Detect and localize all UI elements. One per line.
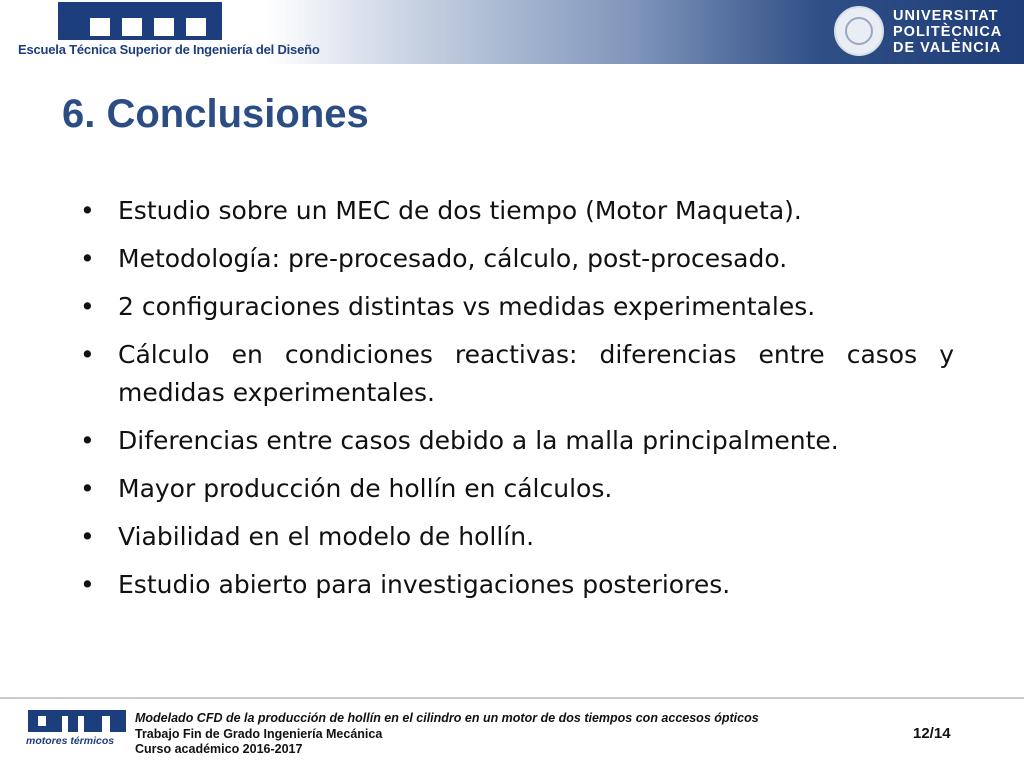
- list-item-text: Cálculo en condiciones reactivas: diferencias entre casos y medidas experimentales.: [118, 340, 954, 407]
- logo-window: [90, 18, 110, 36]
- academic-year: Curso académico 2016-2017: [135, 742, 303, 756]
- list-item-text: Mayor producción de hollín en cálculos.: [118, 474, 613, 503]
- bullet-icon: •: [80, 196, 95, 225]
- etsid-building-logo-icon: [58, 2, 222, 40]
- bullet-icon: •: [80, 522, 95, 551]
- list-item: [80, 288, 954, 326]
- degree-line: Trabajo Fin de Grado Ingeniería Mecánica: [135, 726, 383, 741]
- list-item-text: Diferencias entre casos debido a la malla principalmente.: [118, 426, 839, 455]
- footer-info: [135, 711, 759, 758]
- cmt-logo-text: motores térmicos: [26, 735, 115, 747]
- cmt-logo-icon: [28, 708, 126, 734]
- slide-title: 6. Conclusiones: [62, 92, 369, 136]
- list-item: [80, 336, 954, 412]
- header-band: [0, 0, 1024, 64]
- logo-window: [122, 18, 142, 36]
- bullet-icon: •: [80, 474, 95, 503]
- list-item: [80, 470, 954, 508]
- thesis-title: Modelado CFD de la producción de hollín en el cilindro en un motor de dos tiempos con accesos ópticos: [135, 711, 759, 725]
- footer-divider: [0, 697, 1024, 699]
- list-item-text: Metodología: pre-procesado, cálculo, post-procesado.: [118, 244, 788, 273]
- bullet-icon: •: [80, 570, 95, 599]
- bullet-icon: •: [80, 426, 95, 455]
- seal-inner-ring: [845, 17, 873, 45]
- logo-window: [154, 18, 174, 36]
- university-name: [893, 8, 1002, 56]
- list-item-text: Viabilidad en el modelo de hollín.: [118, 522, 535, 551]
- bullet-icon: •: [80, 292, 95, 321]
- list-item: [80, 566, 954, 604]
- university-line: UNIVERSITAT: [893, 8, 999, 24]
- list-item: [80, 192, 954, 230]
- school-name: Escuela Técnica Superior de Ingeniería del Diseño: [18, 42, 320, 57]
- list-item-text: Estudio sobre un MEC de dos tiempo (Motor Maqueta).: [118, 196, 802, 225]
- upv-seal-logo-icon: [834, 6, 884, 56]
- logo-window: [186, 18, 206, 36]
- list-item: [80, 518, 954, 556]
- list-item: [80, 422, 954, 460]
- list-item-text: Estudio abierto para investigaciones posteriores.: [118, 570, 731, 599]
- university-line: DE VALÈNCIA: [893, 40, 1002, 56]
- list-item: [80, 240, 954, 278]
- bullet-icon: •: [80, 244, 95, 273]
- conclusions-list: [80, 192, 954, 614]
- university-line: POLITÈCNICA: [893, 24, 1003, 40]
- bullet-icon: •: [80, 340, 95, 369]
- list-item-text: 2 configuraciones distintas vs medidas experimentales.: [118, 292, 816, 321]
- page-number: 12/14: [913, 725, 951, 742]
